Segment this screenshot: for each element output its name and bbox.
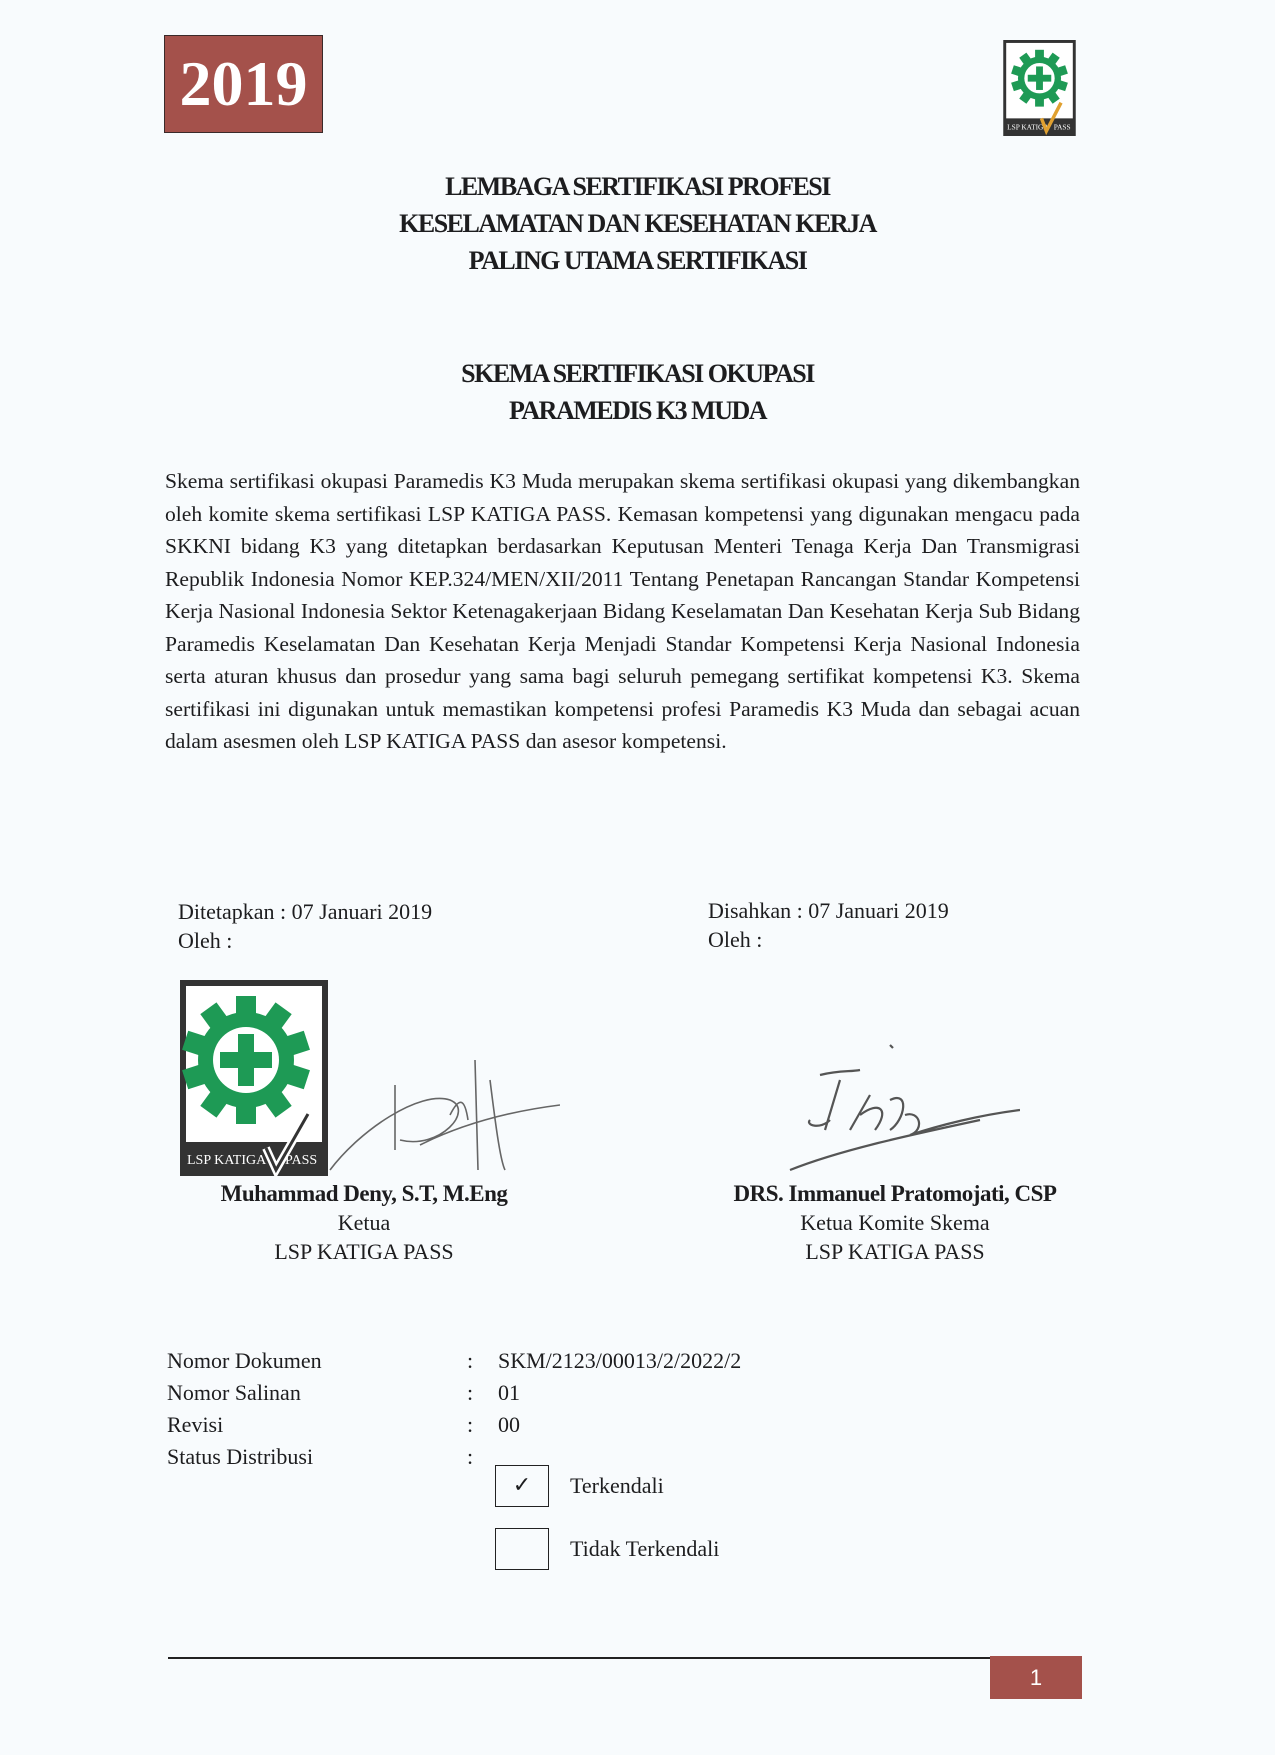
uncontrolled-checkbox[interactable]: [495, 1528, 549, 1570]
row-value: 00: [498, 1412, 520, 1437]
signer-org: LSP KATIGA PASS: [805, 1239, 985, 1264]
established-date: Ditetapkan : 07 Januari 2019: [178, 899, 433, 924]
gear-icon: [1011, 50, 1068, 107]
established-block: [178, 897, 432, 955]
signer-name: DRS. Immanuel Pratomojati, CSP: [733, 1181, 1057, 1206]
signature-left: [300, 1020, 560, 1180]
signer-name: Muhammad Deny, S.T, M.Eng: [220, 1181, 508, 1206]
logo-caption-right: PASS: [1053, 122, 1071, 132]
row-colon: :: [467, 1348, 474, 1373]
signer-role: Ketua Komite Skema: [800, 1210, 990, 1235]
institution-title-line: KESELAMATAN DAN KESEHATAN KERJA: [399, 209, 876, 238]
signer-right: [700, 1179, 1090, 1266]
gear-icon: [182, 996, 310, 1124]
row-value: SKM/2123/00013/2/2022/2: [498, 1348, 742, 1373]
institution-title-line: PALING UTAMA SERTIFIKASI: [468, 246, 807, 275]
signer-left: [195, 1179, 533, 1266]
uncontrolled-label: Tidak Terkendali: [570, 1536, 720, 1561]
row-colon: :: [467, 1380, 474, 1405]
scheme-title-line: PARAMEDIS K3 MUDA: [508, 396, 767, 425]
row-label: Nomor Dokumen: [167, 1348, 322, 1373]
established-by-label: Oleh :: [178, 928, 233, 953]
row-colon: :: [467, 1412, 474, 1437]
institution-title-line: LEMBAGA SERTIFIKASI PROFESI: [445, 172, 830, 201]
stamp-caption-right: PASS: [285, 1153, 318, 1168]
scheme-title: [0, 355, 1275, 429]
stamp-caption-left: LSP KATIGA: [187, 1153, 267, 1168]
signature-right: [780, 1020, 1020, 1180]
row-value: 01: [498, 1380, 520, 1405]
year-badge: 2019: [164, 35, 323, 133]
row-colon: :: [467, 1444, 474, 1469]
approved-date: Disahkan : 07 Januari 2019: [708, 898, 949, 923]
row-label: Revisi: [167, 1412, 224, 1437]
controlled-label: Terkendali: [570, 1473, 664, 1498]
row-label: Status Distribusi: [167, 1444, 314, 1469]
row-label: Nomor Salinan: [167, 1380, 301, 1405]
controlled-checkbox[interactable]: ✓: [495, 1465, 549, 1507]
footer-divider: [168, 1657, 990, 1659]
signer-role: Ketua: [337, 1210, 391, 1235]
approved-block: [708, 896, 949, 954]
scheme-description: Skema sertifikasi okupasi Paramedis K3 Muda merupakan skema sertifikasi okupasi yang dikembangkan oleh komite skema sertifikasi LSP KATIGA PASS. Kemasan kompetensi yang digunakan mengacu pada SKKNI bidang K3 yang ditetapkan berdasarkan Keputusan Menteri Tenaga Kerja Dan Transmigrasi Republik Indonesia Nomor KEP.324/MEN/XII/2011 Tentang Penetapan Rancangan Standar Kompetensi Kerja Nasional Indonesia Sektor Ketenagakerjaan Bidang Keselamatan Dan Kesehatan Kerja Sub Bidang Paramedis Keselamatan Dan Kesehatan Kerja Menjadi Standar Kompetensi Kerja Nasional Indonesia serta aturan khusus dan prosedur yang sama bagi seluruh pemegang sertifikat kompetensi K3. Skema sertifikasi ini digunakan untuk memastikan kompetensi profesi Paramedis K3 Muda dan sebagai acuan dalam asesmen oleh LSP KATIGA PASS dan asesor kompetensi.: [165, 469, 1080, 753]
page-number: 1: [990, 1656, 1082, 1699]
approved-by-label: Oleh :: [708, 927, 763, 952]
institution-title: [0, 168, 1275, 279]
lsp-katiga-pass-logo: [1003, 40, 1076, 136]
signer-org: LSP KATIGA PASS: [274, 1239, 454, 1264]
logo-caption-left: LSP KATIGA: [1007, 122, 1049, 132]
scheme-title-line: SKEMA SERTIFIKASI OKUPASI: [461, 359, 814, 388]
